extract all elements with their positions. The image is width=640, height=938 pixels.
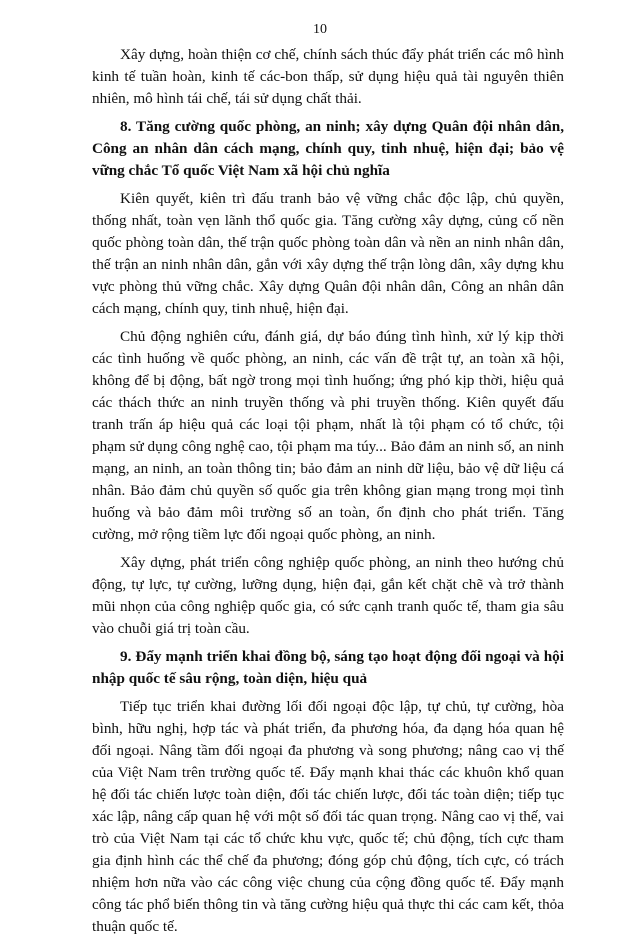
section-heading-8: 8. Tăng cường quốc phòng, an ninh; xây dựng Quân đội nhân dân, Công an nhân dân cách mạng, chính quy, tinh nhuệ, hiện đại; bảo vệ vững chắc Tổ quốc Việt Nam xã hội chủ nghĩa [92,118,564,179]
section8-paragraph-3: Xây dựng, phát triển công nghiệp quốc phòng, an ninh theo hướng chủ động, tự lực, tự cường, lưỡng dụng, hiện đại, gắn kết chặt chẽ và trở thành mũi nhọn của công nghiệp quốc gia, có sức cạnh tranh quốc tế, tham gia sâu vào chuỗi giá trị toàn cầu. [92,554,564,637]
paragraph-circular-economy: Xây dựng, hoàn thiện cơ chế, chính sách thúc đẩy phát triển các mô hình kinh tế tuần hoàn, kinh tế các-bon thấp, sử dụng hiệu quả tài nguyên thiên nhiên, mô hình tái chế, tái sử dụng chất thải. [92,46,564,107]
section-heading-9: 9. Đẩy mạnh triển khai đồng bộ, sáng tạo hoạt động đối ngoại và hội nhập quốc tế sâu rộng, toàn diện, hiệu quả [92,648,564,687]
page-number: 10 [313,22,327,37]
section9-paragraph-1: Tiếp tục triển khai đường lối đối ngoại độc lập, tự chủ, tự cường, hòa bình, hữu nghị, hợp tác và phát triển, đa phương hóa, đa dạng hóa quan hệ đối ngoại. Nâng tầm đối ngoại đa phương và song phương; nâng cao vị thế của Việt Nam trên trường quốc tế. Đẩy mạnh khai thác các khuôn khổ quan hệ đối tác chiến lược toàn diện, đối tác chiến lược, đối tác toàn diện; tiếp tục xác lập, nâng cấp quan hệ với một số đối tác quan trọng. Nâng cao vị thế, vai trò của Việt Nam tại các tổ chức khu vực, quốc tế; chủ động, tích cực tham gia định hình các thể chế đa phương; đóng góp chủ động, tích cực, có trách nhiệm hơn nữa vào các công việc chung của cộng đồng quốc tế. Đẩy mạnh công tác phổ biến thông tin và tăng cường hiệu quả thực thi các cam kết, thỏa thuận quốc tế. [92,698,564,935]
section8-paragraph-2: Chủ động nghiên cứu, đánh giá, dự báo đúng tình hình, xử lý kịp thời các tình huống về quốc phòng, an ninh, các vấn đề trật tự, an toàn xã hội, không để bị động, bất ngờ trong mọi tình huống; ứng phó kịp thời, hiệu quả các thách thức an ninh truyền thống và phi truyền thống. Kiên quyết đấu tranh trấn áp hiệu quả các loại tội phạm, nhất là tội phạm có tổ chức, tội phạm sử dụng công nghệ cao, tội phạm ma túy... Bảo đảm an ninh số, an ninh mạng, an ninh, an toàn thông tin; bảo đảm an ninh dữ liệu, bảo vệ dữ liệu cá nhân. Bảo đảm chủ quyền số quốc gia trên không gian mạng trong mọi tình huống và bảo đảm môi trường số an toàn, ổn định cho phát triển. Tăng cường, mở rộng tiềm lực đối ngoại quốc phòng, an ninh. [92,328,564,543]
section8-paragraph-1: Kiên quyết, kiên trì đấu tranh bảo vệ vững chắc độc lập, chủ quyền, thống nhất, toàn vẹn lãnh thổ quốc gia. Tăng cường xây dựng, củng cố nền quốc phòng toàn dân, thế trận quốc phòng toàn dân và nền an ninh nhân dân, thế trận an ninh nhân dân, gắn với xây dựng thế trận lòng dân, xây dựng khu vực phòng thủ vững chắc. Xây dựng Quân đội nhân dân, Công an nhân dân cách mạng, chính quy, tinh nhuệ, hiện đại. [92,190,564,317]
